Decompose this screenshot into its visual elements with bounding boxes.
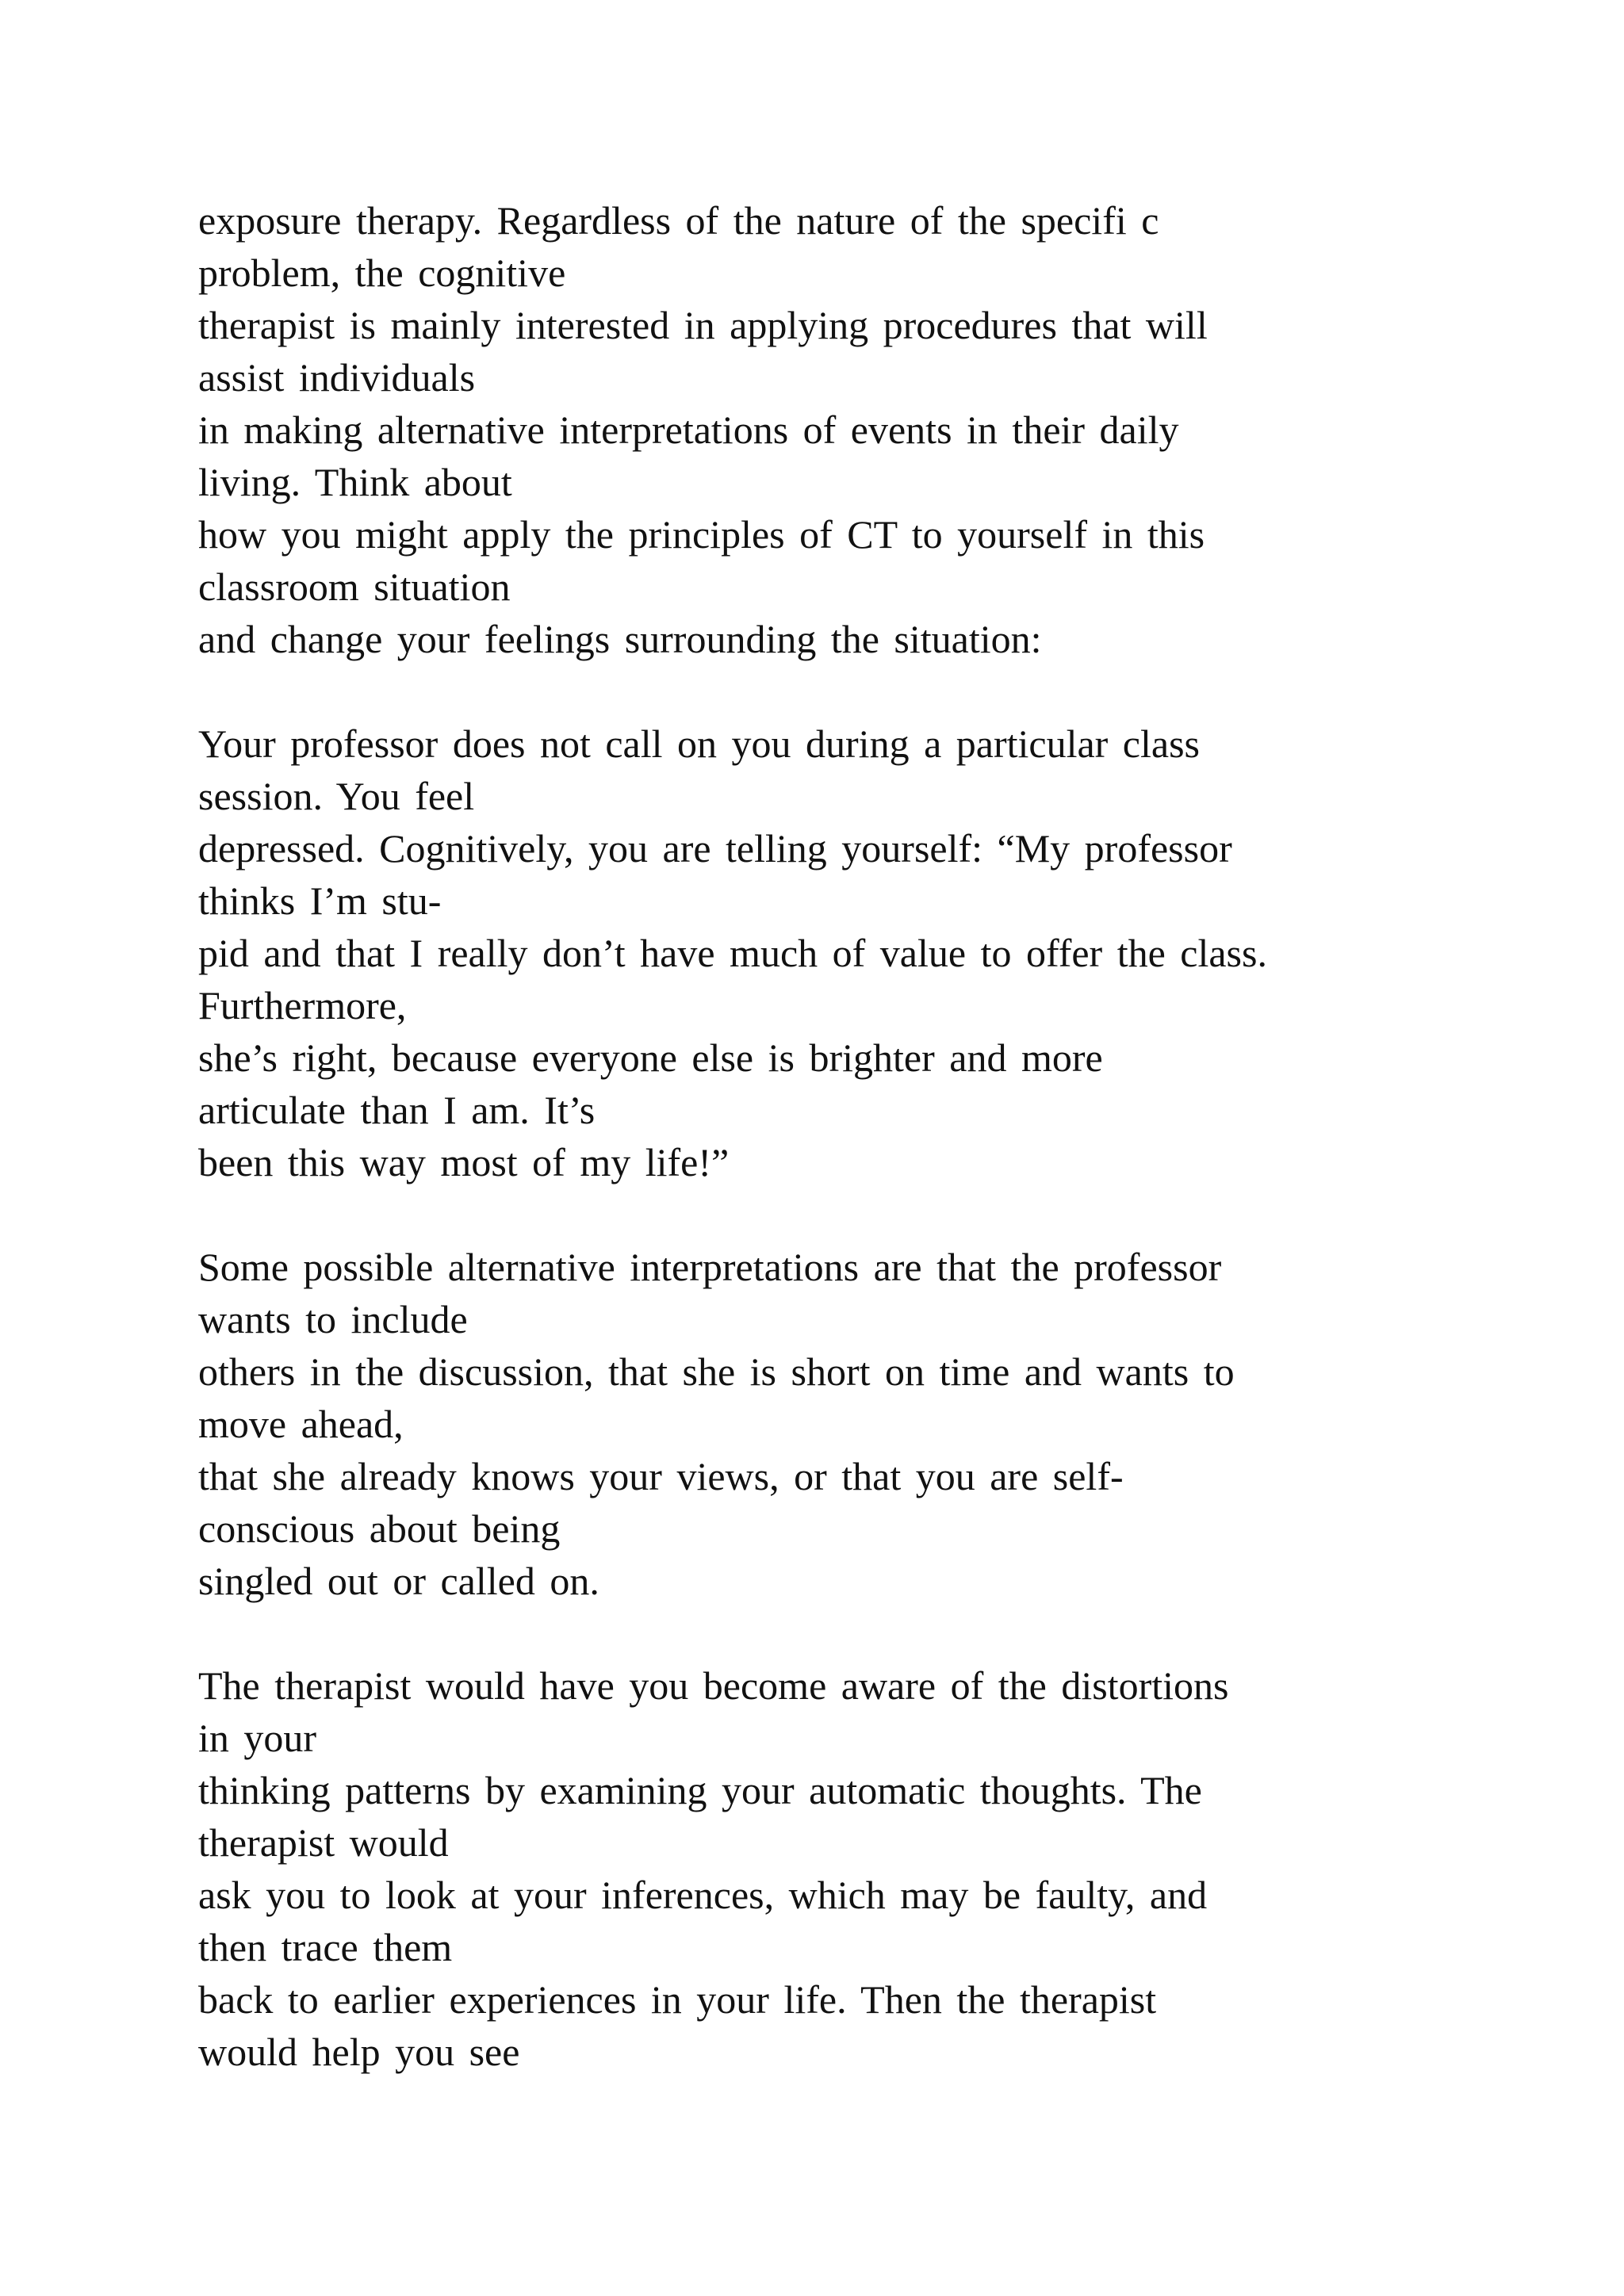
text-line: therapist is mainly interested in applying procedures that will [198,303,1208,347]
paragraph-gap [198,665,1546,718]
text-line: problem, the cognitive [198,251,566,295]
paragraph-3 [198,1241,1546,1607]
text-line: back to earlier experiences in your life. Then the therapist [198,1977,1157,2022]
text-line: Furthermore, [198,983,407,1027]
text-line: conscious about being [198,1506,561,1551]
text-line: ask you to look at your inferences, which may be faulty, and [198,1873,1208,1917]
text-line: session. You feel [198,774,475,818]
text-line: wants to include [198,1297,468,1341]
text-line: Your professor does not call on you during a particular class [198,721,1201,766]
text-line: articulate than I am. It’s [198,1088,596,1132]
text-line: in making alternative interpretations of events in their daily [198,408,1179,452]
text-line: assist individuals [198,355,476,400]
document-body [198,194,1546,2078]
text-line: therapist would [198,1820,449,1865]
text-line: singled out or called on. [198,1559,599,1603]
paragraph-gap [198,1607,1546,1659]
text-line: that she already knows your views, or that you are self- [198,1454,1124,1498]
text-line: been this way most of my life!” [198,1140,730,1184]
text-line: move ahead, [198,1402,404,1446]
text-line: would help you see [198,2030,520,2074]
text-line: in your [198,1716,317,1760]
paragraph-4 [198,1659,1546,2078]
text-line: then trace them [198,1925,453,1969]
text-line: and change your feelings surrounding the situation: [198,617,1042,661]
paragraph-gap [198,1188,1546,1241]
text-line: thinks I’m stu- [198,878,442,923]
text-line: thinking patterns by examining your automatic thoughts. The [198,1768,1202,1812]
text-line: Some possible alternative interpretations are that the professor [198,1245,1222,1289]
paragraph-2 [198,718,1546,1188]
text-line: living. Think about [198,460,512,504]
paragraph-1 [198,194,1546,665]
text-line: she’s right, because everyone else is brighter and more [198,1035,1103,1080]
text-line: exposure therapy. Regardless of the nature of the specifi c [198,198,1159,243]
text-line: how you might apply the principles of CT to yourself in this [198,512,1205,557]
text-line: classroom situation [198,564,511,609]
text-line: others in the discussion, that she is short on time and wants to [198,1349,1235,1394]
text-line: The therapist would have you become aware of the distortions [198,1663,1229,1708]
text-line: depressed. Cognitively, you are telling yourself: “My professor [198,826,1232,871]
text-line: pid and that I really don’t have much of value to offer the class. [198,931,1267,975]
